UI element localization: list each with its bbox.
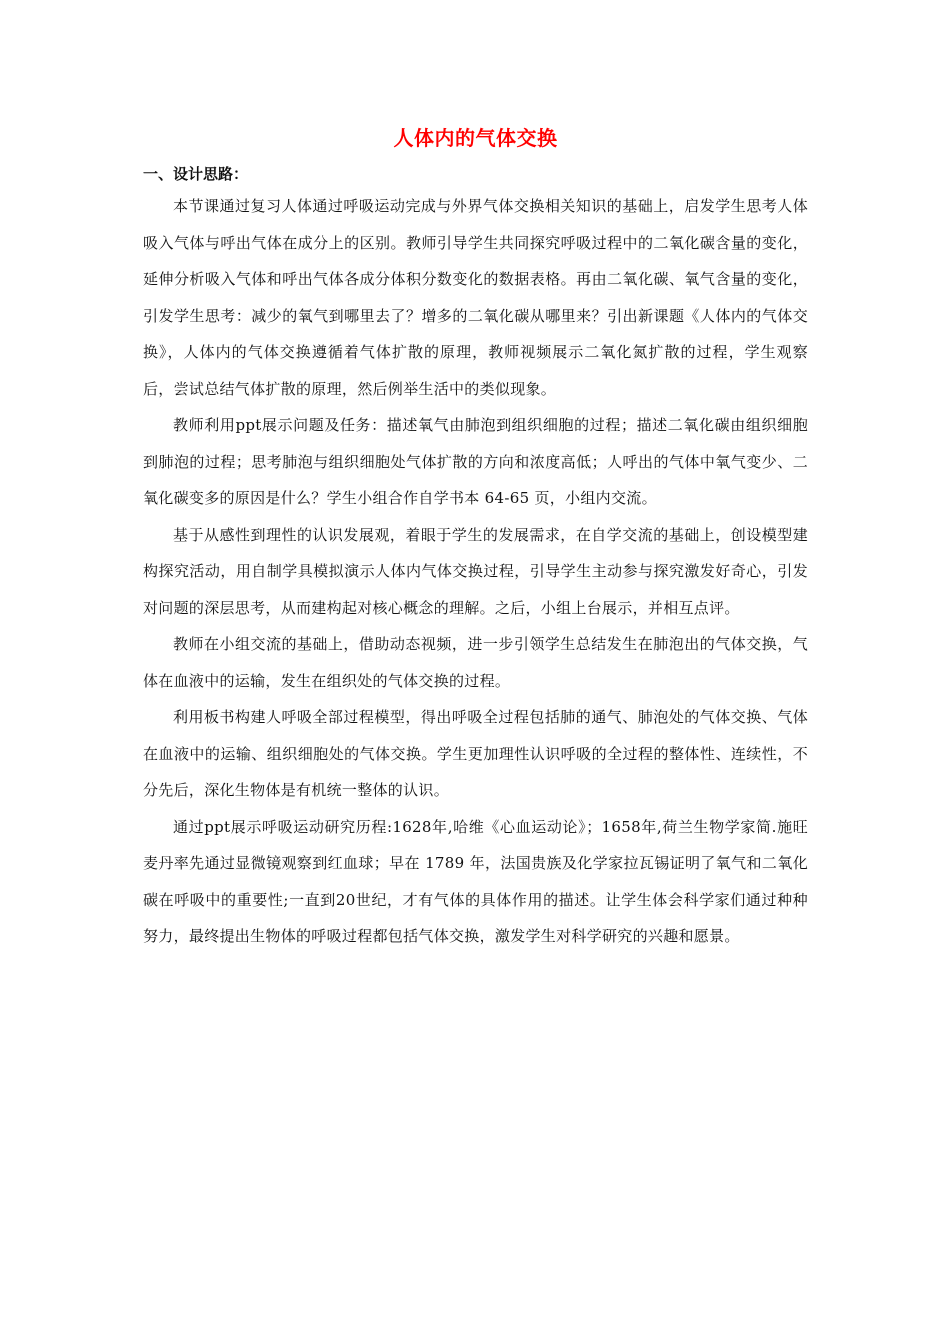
paragraph-3: 基于从感性到理性的认识发展观，着眼于学生的发展需求，在自学交流的基础上，创设模型建构探究活动，用自制学具模拟演示人体内气体交换过程，引导学生主动参与探究激发好奇心，引发对问题的深层思考，从而建构起对核心概念的理解。之后，小组上台展示，并相互点评。 xyxy=(143,525,808,617)
paragraph-2: 教师利用ppt展示问题及任务：描述氧气由肺泡到组织细胞的过程；描述二氧化碳由组织细胞到肺泡的过程；思考肺泡与组织细胞处气体扩散的方向和浓度高低；人呼出的气体中氧气变少、二氧化碳变多的原因是什么？学生小组合作自学书本 64-65 页，小组内交流。 xyxy=(143,416,808,507)
paragraph-1: 本节课通过复习人体通过呼吸运动完成与外界气体交换相关知识的基础上，启发学生思考人体吸入气体与呼出气体在成分上的区别。教师引导学生共同探究呼吸过程中的二氧化碳含量的变化，延伸分析吸入气体和呼出气体各成分体积分数变化的数据表格。再由二氧化碳、氧气含量的变化，引发学生思考：减少的氧气到哪里去了？增多的二氧化碳从哪里来？引出新课题《人体内的气体交换》，人体内的气体交换遵循着气体扩散的原理，教师视频展示二氧化氮扩散的过程，学生观察后，尝试总结气体扩散的原理，然后例举生活中的类似现象。 xyxy=(143,197,808,398)
section-heading-design-idea: 一、设计思路： xyxy=(143,165,249,183)
paragraph-4: 教师在小组交流的基础上，借助动态视频，进一步引领学生总结发生在肺泡出的气体交换，气体在血液中的运输，发生在组织处的气体交换的过程。 xyxy=(143,635,808,690)
document-title: 人体内的气体交换 xyxy=(393,126,558,150)
paragraph-5: 利用板书构建人呼吸全部过程模型，得出呼吸全过程包括肺的通气、肺泡处的气体交换、气体在血液中的运输、组织细胞处的气体交换。学生更加理性认识呼吸的全过程的整体性、连续性，不分先后，深化生物体是有机统一整体的认识。 xyxy=(143,708,808,799)
paragraph-6: 通过ppt展示呼吸运动研究历程:1628年,哈维《心血运动论》；1658年,荷兰生物学家简.施旺麦丹率先通过显微镜观察到红血球；早在 1789 年，法国贵族及化学家拉瓦锡证明了氧气和二氧化碳在呼吸中的重要性;一直到20世纪，才有气体的具体作用的描述。让学生体会科学家们通过种种努力，最终提出生物体的呼吸过程都包括气体交换，激发学生对科学研究的兴趣和愿景。 xyxy=(143,817,808,945)
